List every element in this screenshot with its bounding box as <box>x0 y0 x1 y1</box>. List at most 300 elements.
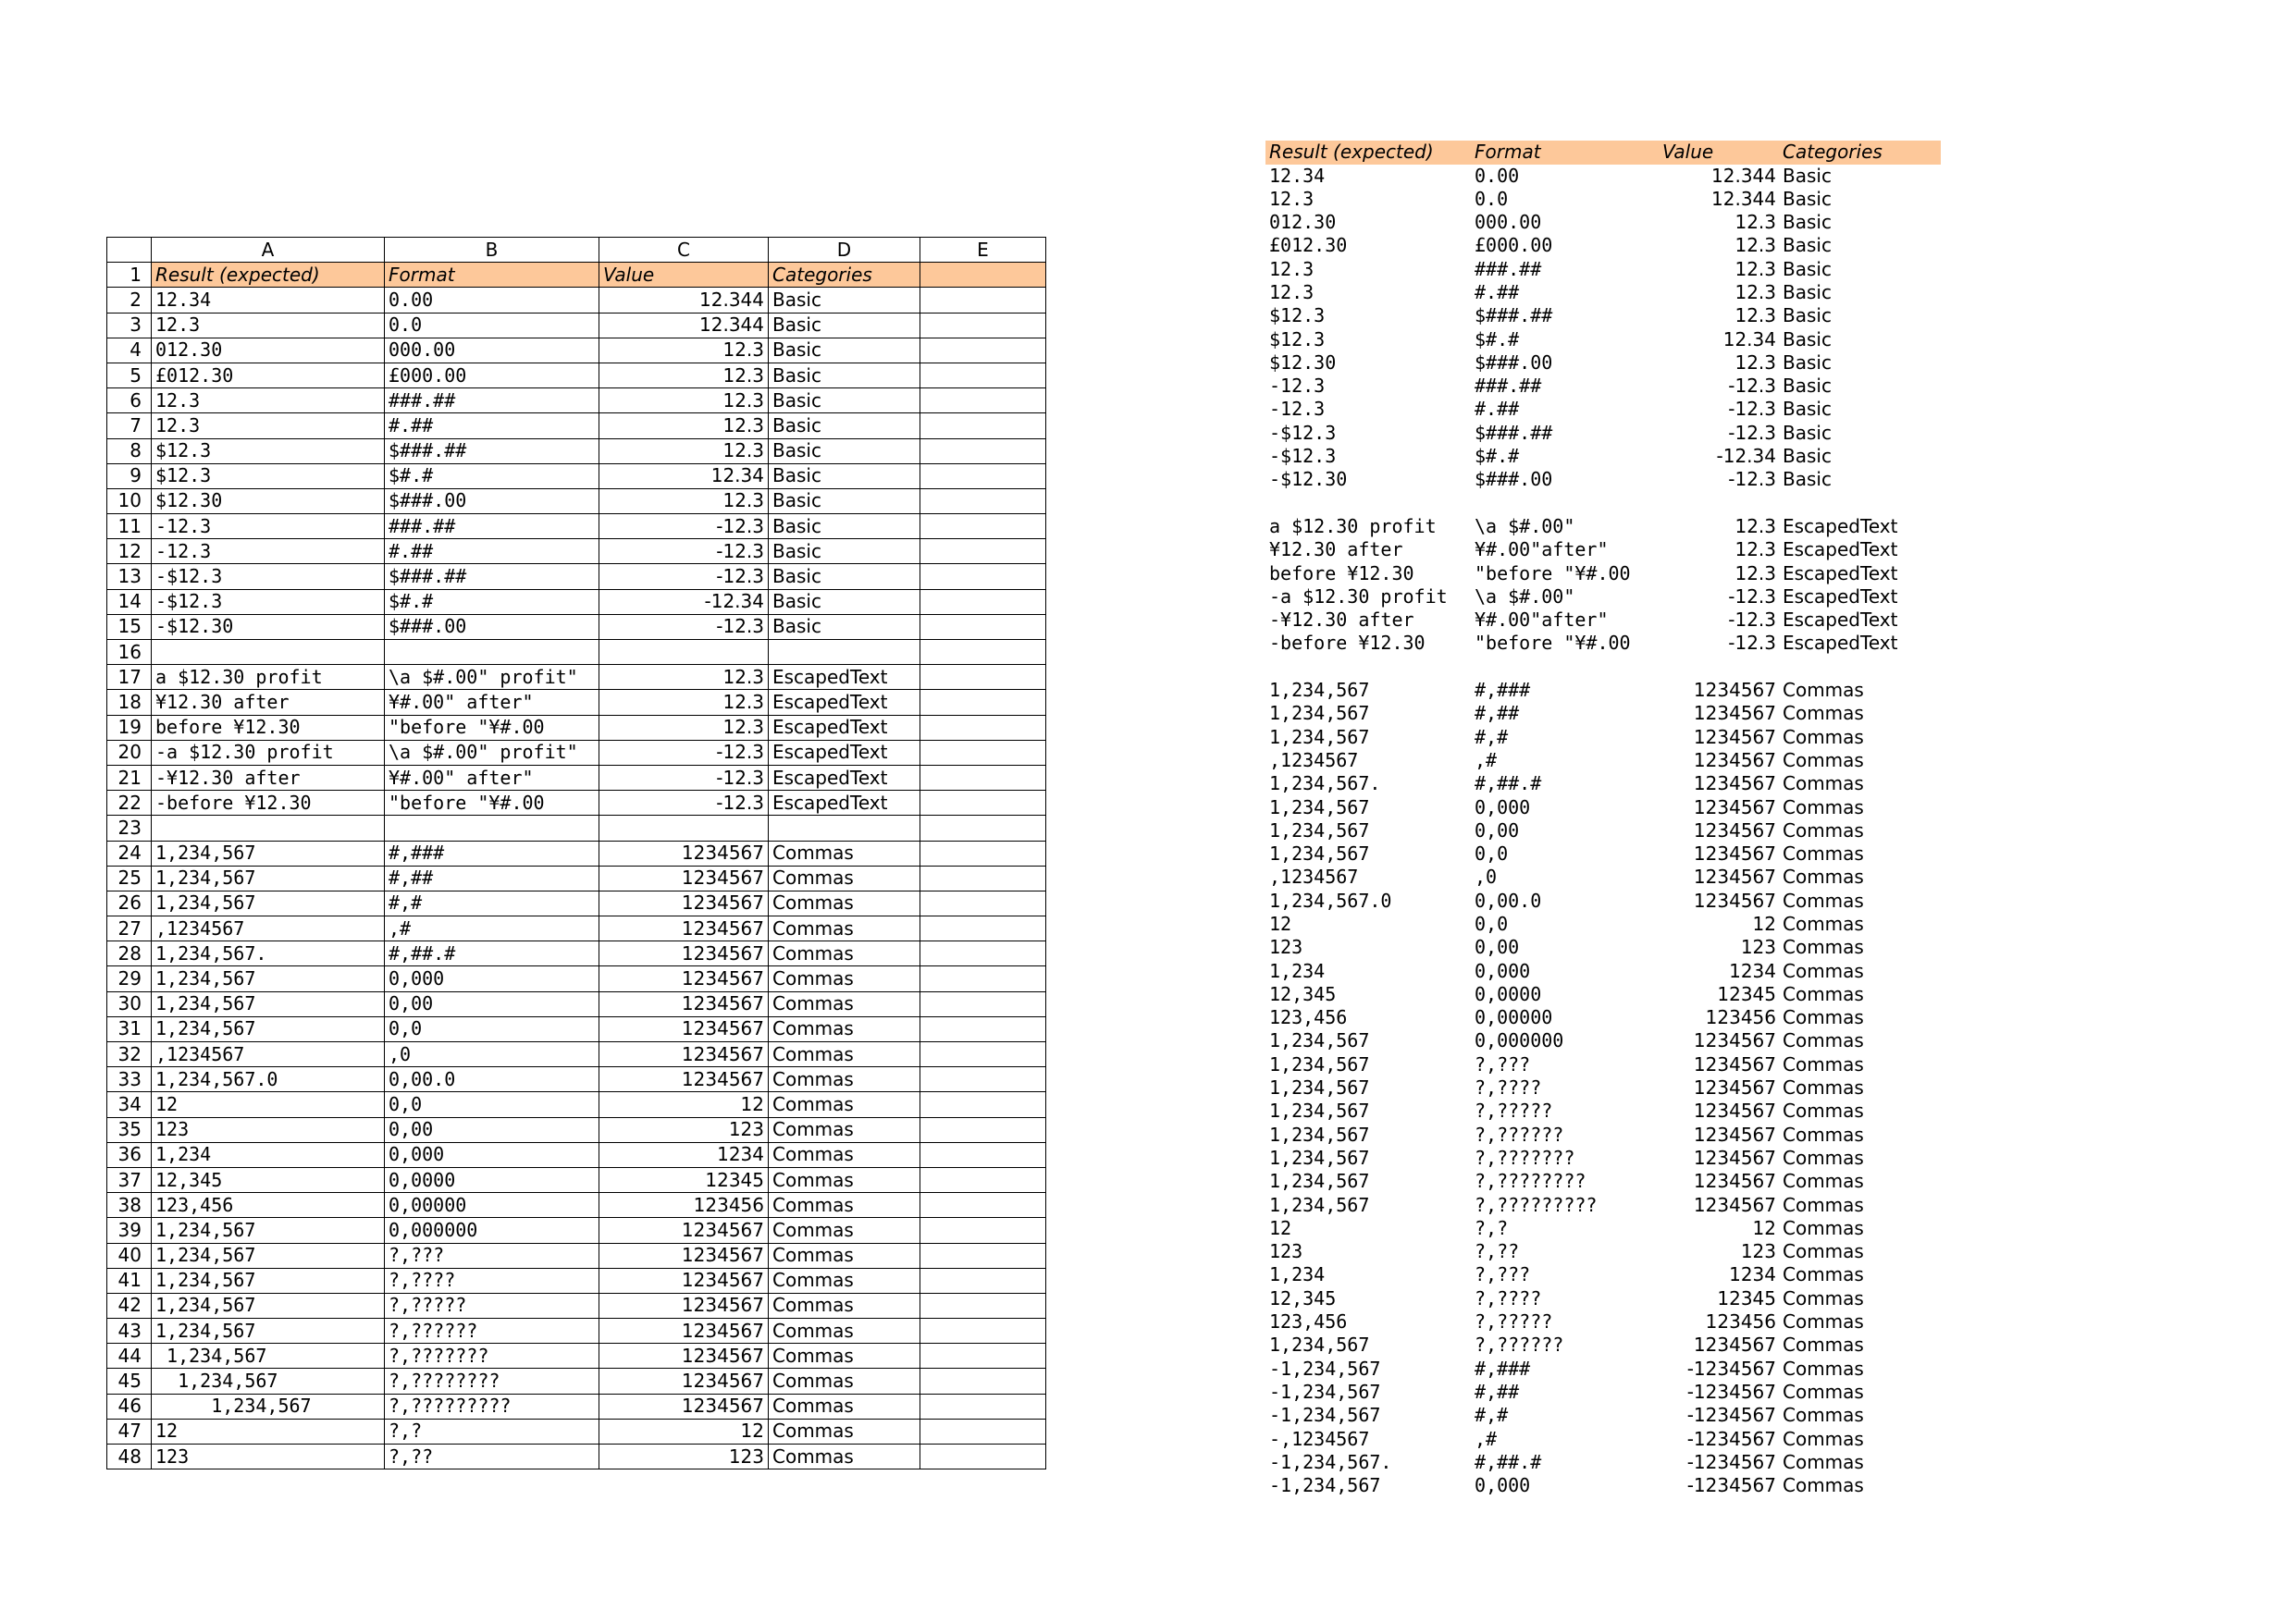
row-header[interactable]: 41 <box>107 1268 152 1293</box>
grid-cell-result[interactable]: 12.3 <box>152 388 385 413</box>
row-header[interactable]: 3 <box>107 313 152 338</box>
grid-cell-value[interactable] <box>599 816 769 841</box>
grid-cell-result[interactable]: 012.30 <box>152 338 385 363</box>
grid-cell-category[interactable]: Commas <box>769 1419 920 1444</box>
grid-cell-category[interactable]: Commas <box>769 1445 920 1469</box>
grid-cell-e[interactable] <box>920 413 1046 438</box>
grid-cell-value[interactable]: 1234567 <box>599 1243 769 1268</box>
grid-cell-format[interactable]: ,# <box>385 916 599 941</box>
grid-cell-category[interactable]: Commas <box>769 1319 920 1344</box>
grid-cell-category[interactable]: Commas <box>769 891 920 916</box>
grid-cell-category[interactable]: Basic <box>769 363 920 387</box>
grid-cell-format[interactable]: #.## <box>385 413 599 438</box>
grid-cell-e[interactable] <box>920 1243 1046 1268</box>
grid-cell-result[interactable]: 1,234,567 <box>152 841 385 866</box>
row-header[interactable]: 35 <box>107 1117 152 1142</box>
grid-cell-e[interactable] <box>920 514 1046 539</box>
grid-cell-value[interactable]: -12.3 <box>599 740 769 765</box>
grid-cell-result[interactable]: -before ¥12.30 <box>152 791 385 816</box>
grid-cell-format[interactable]: ?,?? <box>385 1445 599 1469</box>
grid-cell-format[interactable]: $#.# <box>385 463 599 488</box>
row-header[interactable]: 30 <box>107 991 152 1016</box>
row-header[interactable]: 22 <box>107 791 152 816</box>
row-header[interactable]: 13 <box>107 564 152 589</box>
header-cell-value[interactable]: Value <box>599 263 769 288</box>
column-header-c[interactable]: C <box>599 238 769 263</box>
header-cell-result[interactable]: Result (expected) <box>152 263 385 288</box>
grid-cell-format[interactable]: $#.# <box>385 589 599 614</box>
grid-cell-category[interactable]: EscapedText <box>769 665 920 690</box>
grid-cell-e[interactable] <box>920 640 1046 665</box>
grid-cell-result[interactable]: -$12.30 <box>152 614 385 639</box>
row-header[interactable]: 23 <box>107 816 152 841</box>
grid-cell-e[interactable] <box>920 1067 1046 1092</box>
grid-cell-format[interactable]: 0.0 <box>385 313 599 338</box>
grid-cell-category[interactable]: Basic <box>769 288 920 313</box>
grid-cell-result[interactable]: 12 <box>152 1419 385 1444</box>
row-header[interactable]: 14 <box>107 589 152 614</box>
grid-cell-format[interactable]: ?,??????? <box>385 1344 599 1369</box>
grid-cell-format[interactable]: £000.00 <box>385 363 599 387</box>
grid-cell-format[interactable]: ¥#.00" after" <box>385 690 599 715</box>
grid-cell-result[interactable]: 12.34 <box>152 288 385 313</box>
list-result: -1,234,567 <box>1269 1380 1381 1403</box>
grid-cell-category[interactable]: Basic <box>769 514 920 539</box>
grid-cell-category[interactable]: Basic <box>769 614 920 639</box>
row-header[interactable]: 26 <box>107 891 152 916</box>
grid-cell-value[interactable]: 123456 <box>599 1193 769 1218</box>
grid-cell-format[interactable]: ###.## <box>385 388 599 413</box>
grid-cell-category[interactable]: Commas <box>769 1218 920 1243</box>
row-header[interactable]: 36 <box>107 1142 152 1167</box>
column-header-e[interactable]: E <box>920 238 1046 263</box>
grid-cell-result[interactable]: 1,234,567 <box>152 1293 385 1318</box>
list-value: 123 <box>1740 1240 1776 1263</box>
row-header[interactable]: 37 <box>107 1167 152 1192</box>
grid-cell-format[interactable]: 0,00.0 <box>385 1067 599 1092</box>
grid-cell-e[interactable] <box>920 614 1046 639</box>
grid-cell-value[interactable]: 12.344 <box>599 288 769 313</box>
grid-cell-e[interactable] <box>920 991 1046 1016</box>
grid-cell-e[interactable] <box>920 1193 1046 1218</box>
grid-cell-e[interactable] <box>920 288 1046 313</box>
row-header[interactable]: 47 <box>107 1419 152 1444</box>
grid-cell-value[interactable]: 1234567 <box>599 1293 769 1318</box>
grid-cell-e[interactable] <box>920 791 1046 816</box>
grid-cell-category[interactable]: Commas <box>769 1344 920 1369</box>
grid-cell-value[interactable]: 12.344 <box>599 313 769 338</box>
row-header[interactable]: 27 <box>107 916 152 941</box>
grid-cell-e[interactable] <box>920 1344 1046 1369</box>
grid-cell-category[interactable]: Basic <box>769 388 920 413</box>
grid-cell-result[interactable]: ,1234567 <box>152 916 385 941</box>
grid-cell-format[interactable]: "before "¥#.00 <box>385 715 599 740</box>
grid-cell-category[interactable]: Commas <box>769 1092 920 1117</box>
header-cell-format[interactable]: Format <box>385 263 599 288</box>
grid-cell-value[interactable]: -12.3 <box>599 765 769 790</box>
grid-cell-value[interactable]: 12.34 <box>599 463 769 488</box>
grid-cell-value[interactable]: 12.3 <box>599 690 769 715</box>
grid-cell-category[interactable]: Basic <box>769 313 920 338</box>
column-header-b[interactable]: B <box>385 238 599 263</box>
grid-cell-value[interactable]: -12.3 <box>599 614 769 639</box>
grid-cell-value[interactable]: 1234567 <box>599 966 769 991</box>
row-header[interactable]: 44 <box>107 1344 152 1369</box>
grid-cell-category[interactable]: Commas <box>769 966 920 991</box>
grid-cell-e[interactable] <box>920 966 1046 991</box>
grid-cell-format[interactable]: \a $#.00" profit" <box>385 740 599 765</box>
grid-cell-format[interactable]: ?,???????? <box>385 1369 599 1394</box>
grid-cell-value[interactable]: -12.34 <box>599 589 769 614</box>
grid-cell-e[interactable] <box>920 438 1046 463</box>
row-header[interactable]: 45 <box>107 1369 152 1394</box>
grid-cell-result[interactable]: 1,234 <box>152 1142 385 1167</box>
grid-cell-value[interactable]: 12.3 <box>599 388 769 413</box>
grid-cell-category[interactable]: Basic <box>769 564 920 589</box>
grid-cell-value[interactable]: 1234567 <box>599 1268 769 1293</box>
row-header[interactable]: 33 <box>107 1067 152 1092</box>
grid-cell-result[interactable]: 123,456 <box>152 1193 385 1218</box>
grid-cell-result[interactable]: 1,234,567 <box>152 866 385 891</box>
row-header[interactable]: 20 <box>107 740 152 765</box>
list-result: 12.34 <box>1269 164 1326 187</box>
grid-cell-value[interactable]: -12.3 <box>599 564 769 589</box>
grid-cell-result[interactable]: ,1234567 <box>152 1042 385 1067</box>
grid-cell-category[interactable]: Commas <box>769 1042 920 1067</box>
row-header[interactable]: 32 <box>107 1042 152 1067</box>
row-header[interactable]: 48 <box>107 1445 152 1469</box>
row-header[interactable]: 21 <box>107 765 152 790</box>
grid-cell-format[interactable]: $###.00 <box>385 488 599 513</box>
row-header[interactable]: 19 <box>107 715 152 740</box>
grid-cell-value[interactable]: 12.3 <box>599 488 769 513</box>
row-header[interactable]: 9 <box>107 463 152 488</box>
grid-cell-e[interactable] <box>920 841 1046 866</box>
grid-cell-value[interactable]: -12.3 <box>599 791 769 816</box>
grid-cell-category[interactable]: Basic <box>769 413 920 438</box>
grid-cell-category[interactable]: Commas <box>769 991 920 1016</box>
grid-cell-format[interactable]: 0,00 <box>385 991 599 1016</box>
grid-cell-value[interactable]: 1234 <box>599 1142 769 1167</box>
grid-cell-category[interactable]: EscapedText <box>769 791 920 816</box>
grid-cell-format[interactable]: $###.00 <box>385 614 599 639</box>
grid-cell-e[interactable] <box>920 715 1046 740</box>
row-header[interactable]: 31 <box>107 1016 152 1041</box>
list-category: Commas <box>1783 889 1864 912</box>
grid-cell-category[interactable]: Commas <box>769 866 920 891</box>
grid-cell-e[interactable] <box>920 1445 1046 1469</box>
grid-cell-format[interactable]: "before "¥#.00 <box>385 791 599 816</box>
grid-cell-format[interactable]: 0,000 <box>385 1142 599 1167</box>
grid-cell-result[interactable]: 12 <box>152 1092 385 1117</box>
grid-cell-e[interactable] <box>920 1394 1046 1419</box>
grid-cell-result[interactable]: -$12.3 <box>152 564 385 589</box>
grid-cell-format[interactable]: #.## <box>385 539 599 564</box>
grid-cell-category[interactable]: Commas <box>769 1369 920 1394</box>
row-header[interactable]: 43 <box>107 1319 152 1344</box>
grid-cell-category[interactable]: Commas <box>769 1016 920 1041</box>
grid-cell-category[interactable]: EscapedText <box>769 715 920 740</box>
grid-cell-e[interactable] <box>920 1369 1046 1394</box>
grid-cell-format[interactable] <box>385 816 599 841</box>
grid-cell-result[interactable]: 1,234,567.0 <box>152 1067 385 1092</box>
grid-cell-result[interactable]: 1,234,567 <box>152 1344 385 1369</box>
grid-cell-format[interactable]: $###.## <box>385 564 599 589</box>
grid-cell-result[interactable]: $12.3 <box>152 438 385 463</box>
grid-cell-result[interactable]: 12.3 <box>152 413 385 438</box>
grid-cell-e[interactable] <box>920 1218 1046 1243</box>
grid-cell-category[interactable]: Basic <box>769 438 920 463</box>
row-header[interactable]: 38 <box>107 1193 152 1218</box>
row-header[interactable]: 5 <box>107 363 152 387</box>
grid-cell-category[interactable]: Basic <box>769 488 920 513</box>
grid-cell-value[interactable]: 1234567 <box>599 841 769 866</box>
grid-cell-result[interactable]: -a $12.30 profit <box>152 740 385 765</box>
grid-cell-value[interactable]: 1234567 <box>599 1016 769 1041</box>
grid-cell-value[interactable]: 12.3 <box>599 363 769 387</box>
grid-cell-result[interactable]: 1,234,567 <box>152 1394 385 1419</box>
row-header[interactable]: 46 <box>107 1394 152 1419</box>
row-header[interactable]: 1 <box>107 263 152 288</box>
grid-cell-e[interactable] <box>920 740 1046 765</box>
grid-cell-category[interactable]: Basic <box>769 338 920 363</box>
grid-cell-result[interactable]: £012.30 <box>152 363 385 387</box>
row-header[interactable]: 6 <box>107 388 152 413</box>
grid-cell-format[interactable]: 0.00 <box>385 288 599 313</box>
grid-cell-category[interactable] <box>769 640 920 665</box>
grid-cell-value[interactable]: 1234567 <box>599 1218 769 1243</box>
grid-cell-category[interactable]: Commas <box>769 1167 920 1192</box>
grid-cell-value[interactable]: 1234567 <box>599 1042 769 1067</box>
table-row <box>107 765 1046 790</box>
row-header[interactable]: 25 <box>107 866 152 891</box>
grid-cell-result[interactable]: 123 <box>152 1445 385 1469</box>
grid-cell-result[interactable]: 1,234,567 <box>152 966 385 991</box>
grid-cell-format[interactable]: ?,????? <box>385 1293 599 1318</box>
grid-cell-format[interactable]: 0,0 <box>385 1016 599 1041</box>
row-header[interactable]: 40 <box>107 1243 152 1268</box>
grid-cell-e[interactable] <box>920 388 1046 413</box>
grid-cell-value[interactable]: 12.3 <box>599 715 769 740</box>
row-header[interactable]: 2 <box>107 288 152 313</box>
grid-cell-result[interactable]: 1,234,567 <box>152 1218 385 1243</box>
grid-cell-result[interactable]: a $12.30 profit <box>152 665 385 690</box>
grid-cell-result[interactable]: 1,234,567 <box>152 1268 385 1293</box>
row-header[interactable]: 29 <box>107 966 152 991</box>
grid-cell-category[interactable]: Commas <box>769 1243 920 1268</box>
grid-cell-e[interactable] <box>920 1268 1046 1293</box>
grid-cell-e[interactable] <box>920 941 1046 966</box>
grid-cell-result[interactable]: 12,345 <box>152 1167 385 1192</box>
header-cell-categories[interactable]: Categories <box>769 263 920 288</box>
column-header-d[interactable]: D <box>769 238 920 263</box>
grid-cell-format[interactable]: ###.## <box>385 514 599 539</box>
grid-cell-value[interactable]: 1234567 <box>599 1067 769 1092</box>
grid-cell-result[interactable]: -12.3 <box>152 539 385 564</box>
grid-cell-category[interactable]: Commas <box>769 1268 920 1293</box>
grid-cell-value[interactable]: 1234567 <box>599 891 769 916</box>
grid-cell-value[interactable]: 123 <box>599 1117 769 1142</box>
grid-cell-value[interactable]: 12.3 <box>599 413 769 438</box>
row-header[interactable]: 39 <box>107 1218 152 1243</box>
grid-cell-format[interactable] <box>385 640 599 665</box>
grid-cell-result[interactable]: -¥12.30 after <box>152 765 385 790</box>
grid-cell-e[interactable] <box>920 1167 1046 1192</box>
row-header[interactable]: 7 <box>107 413 152 438</box>
grid-cell-result[interactable]: -$12.3 <box>152 589 385 614</box>
grid-cell-format[interactable]: #,##.# <box>385 941 599 966</box>
grid-cell-format[interactable]: ?,? <box>385 1419 599 1444</box>
row-header[interactable]: 28 <box>107 941 152 966</box>
grid-cell-value[interactable]: 1234567 <box>599 916 769 941</box>
row-header[interactable]: 11 <box>107 514 152 539</box>
row-header[interactable]: 42 <box>107 1293 152 1318</box>
grid-cell-format[interactable]: ?,???? <box>385 1268 599 1293</box>
grid-cell-category[interactable]: Commas <box>769 941 920 966</box>
grid-cell-e[interactable] <box>920 1419 1046 1444</box>
grid-cell-category[interactable]: EscapedText <box>769 690 920 715</box>
row-header[interactable]: 18 <box>107 690 152 715</box>
grid-cell-result[interactable]: 123 <box>152 1117 385 1142</box>
grid-cell-value[interactable]: -12.3 <box>599 539 769 564</box>
grid-cell-e[interactable] <box>920 1117 1046 1142</box>
list-category: EscapedText <box>1783 514 1898 537</box>
grid-cell-e[interactable] <box>920 488 1046 513</box>
grid-cell-format[interactable]: 0,000000 <box>385 1218 599 1243</box>
grid-cell-value[interactable]: 1234567 <box>599 1319 769 1344</box>
grid-cell-value[interactable]: 12.3 <box>599 438 769 463</box>
grid-cell-category[interactable] <box>769 816 920 841</box>
grid-cell-value[interactable]: 1234567 <box>599 1369 769 1394</box>
grid-cell-value[interactable]: -12.3 <box>599 514 769 539</box>
grid-cell-category[interactable]: Commas <box>769 1394 920 1419</box>
grid-cell-result[interactable]: 1,234,567 <box>152 1319 385 1344</box>
grid-cell-value[interactable]: 123 <box>599 1445 769 1469</box>
row-header[interactable]: 24 <box>107 841 152 866</box>
row-header[interactable]: 4 <box>107 338 152 363</box>
row-header[interactable]: 8 <box>107 438 152 463</box>
grid-cell-category[interactable]: Commas <box>769 1193 920 1218</box>
grid-cell-value[interactable]: 12 <box>599 1092 769 1117</box>
grid-cell-e[interactable] <box>920 1293 1046 1318</box>
grid-cell-format[interactable]: 0,00000 <box>385 1193 599 1218</box>
grid-cell-result[interactable]: $12.30 <box>152 488 385 513</box>
grid-cell-category[interactable]: Commas <box>769 916 920 941</box>
grid-cell-category[interactable]: Basic <box>769 539 920 564</box>
grid-cell-format[interactable]: 0,00 <box>385 1117 599 1142</box>
select-all-corner[interactable] <box>107 238 152 263</box>
grid-cell-format[interactable]: ?,?????? <box>385 1319 599 1344</box>
grid-cell-value[interactable] <box>599 640 769 665</box>
grid-cell-result[interactable]: 1,234,567. <box>152 941 385 966</box>
grid-cell-category[interactable]: Commas <box>769 841 920 866</box>
grid-cell-e[interactable] <box>920 765 1046 790</box>
grid-cell-e[interactable] <box>920 1142 1046 1167</box>
grid-cell-e[interactable] <box>920 1016 1046 1041</box>
grid-cell-format[interactable]: ?,????????? <box>385 1394 599 1419</box>
grid-cell-result[interactable]: 1,234,567 <box>152 1369 385 1394</box>
grid-cell-e[interactable] <box>920 665 1046 690</box>
grid-cell-value[interactable]: 12.3 <box>599 338 769 363</box>
grid-cell-format[interactable]: \a $#.00" profit" <box>385 665 599 690</box>
grid-cell-category[interactable]: Commas <box>769 1142 920 1167</box>
grid-cell-value[interactable]: 1234567 <box>599 941 769 966</box>
grid-cell-format[interactable]: $###.## <box>385 438 599 463</box>
grid-cell-category[interactable]: Commas <box>769 1117 920 1142</box>
grid-cell-format[interactable]: ,0 <box>385 1042 599 1067</box>
grid-cell-e[interactable] <box>920 363 1046 387</box>
grid-cell-format[interactable]: #,# <box>385 891 599 916</box>
grid-cell-value[interactable]: 12345 <box>599 1167 769 1192</box>
grid-cell-e[interactable] <box>920 263 1046 288</box>
grid-cell-value[interactable]: 1234567 <box>599 1394 769 1419</box>
grid-cell-e[interactable] <box>920 1042 1046 1067</box>
grid-cell-e[interactable] <box>920 539 1046 564</box>
grid-cell-format[interactable]: ¥#.00" after" <box>385 765 599 790</box>
grid-cell-result[interactable]: 1,234,567 <box>152 1243 385 1268</box>
grid-cell-result[interactable]: 1,234,567 <box>152 991 385 1016</box>
grid-cell-e[interactable] <box>920 589 1046 614</box>
grid-cell-result[interactable]: 1,234,567 <box>152 891 385 916</box>
grid-cell-result[interactable] <box>152 816 385 841</box>
grid-cell-value[interactable]: 1234567 <box>599 991 769 1016</box>
grid-cell-format[interactable]: 0,000 <box>385 966 599 991</box>
grid-cell-category[interactable]: Basic <box>769 463 920 488</box>
row-header[interactable]: 10 <box>107 488 152 513</box>
grid-cell-format[interactable]: 000.00 <box>385 338 599 363</box>
grid-cell-e[interactable] <box>920 816 1046 841</box>
grid-cell-result[interactable]: $12.3 <box>152 463 385 488</box>
grid-cell-e[interactable] <box>920 1092 1046 1117</box>
grid-cell-e[interactable] <box>920 916 1046 941</box>
grid-cell-category[interactable]: Basic <box>769 589 920 614</box>
grid-cell-format[interactable]: #,### <box>385 841 599 866</box>
grid-cell-value[interactable]: 1234567 <box>599 866 769 891</box>
grid-cell-category[interactable]: EscapedText <box>769 740 920 765</box>
grid-cell-value[interactable]: 1234567 <box>599 1344 769 1369</box>
grid-cell-format[interactable]: ?,??? <box>385 1243 599 1268</box>
row-header[interactable]: 15 <box>107 614 152 639</box>
grid-cell-e[interactable] <box>920 313 1046 338</box>
grid-cell-e[interactable] <box>920 866 1046 891</box>
row-header[interactable]: 16 <box>107 640 152 665</box>
grid-cell-e[interactable] <box>920 690 1046 715</box>
grid-cell-e[interactable] <box>920 463 1046 488</box>
grid-cell-result[interactable]: 12.3 <box>152 313 385 338</box>
grid-cell-format[interactable]: 0,0000 <box>385 1167 599 1192</box>
grid-cell-category[interactable]: Commas <box>769 1067 920 1092</box>
row-header[interactable]: 12 <box>107 539 152 564</box>
row-header[interactable]: 17 <box>107 665 152 690</box>
grid-cell-result[interactable]: ¥12.30 after <box>152 690 385 715</box>
grid-cell-format[interactable]: #,## <box>385 866 599 891</box>
grid-cell-value[interactable]: 12 <box>599 1419 769 1444</box>
row-header[interactable]: 34 <box>107 1092 152 1117</box>
grid-cell-e[interactable] <box>920 1319 1046 1344</box>
grid-cell-value[interactable]: 12.3 <box>599 665 769 690</box>
grid-cell-result[interactable]: before ¥12.30 <box>152 715 385 740</box>
grid-cell-result[interactable] <box>152 640 385 665</box>
grid-cell-e[interactable] <box>920 338 1046 363</box>
grid-cell-format[interactable]: 0,0 <box>385 1092 599 1117</box>
grid-cell-e[interactable] <box>920 891 1046 916</box>
column-header-a[interactable]: A <box>152 238 385 263</box>
grid-cell-category[interactable]: Commas <box>769 1293 920 1318</box>
grid-cell-result[interactable]: 1,234,567 <box>152 1016 385 1041</box>
grid-cell-result[interactable]: -12.3 <box>152 514 385 539</box>
grid-cell-category[interactable]: EscapedText <box>769 765 920 790</box>
grid-cell-e[interactable] <box>920 564 1046 589</box>
